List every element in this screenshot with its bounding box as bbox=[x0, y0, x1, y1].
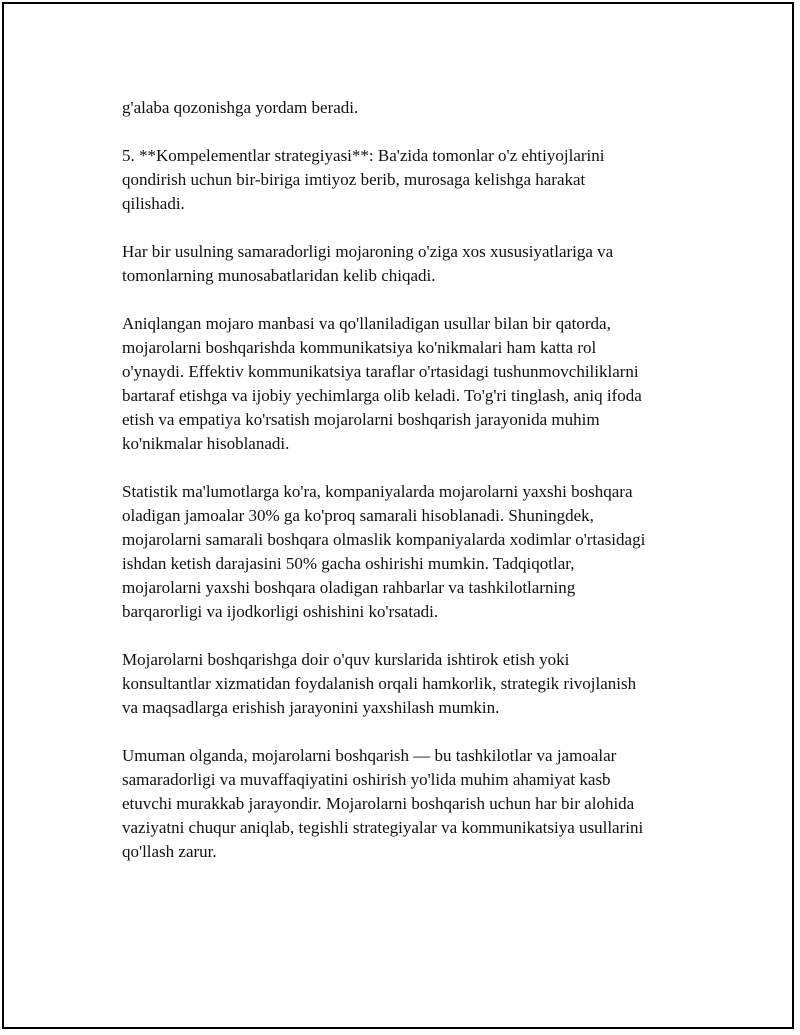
paragraph-4: Aniqlangan mojaro manbasi va qo'llaniladigan usullar bilan bir qatorda, mojarolarni boshqarishda kommunikatsiya ko'nikmalari ham katta rol o'ynaydi. Effektiv kommunikatsiya taraflar o'rtasidagi tushunmovchiliklarni bartaraf etishga va ijobiy yechimlarga olib keladi. To'g'ri tinglash, aniq ifoda etish va empatiya ko'rsatish mojarolarni boshqarish jarayonida muhim ko'nikmalar hisoblanadi. bbox=[122, 314, 642, 453]
paragraph-6: Mojarolarni boshqarishga doir o'quv kurslarida ishtirok etish yoki konsultantlar xizmatidan foydalanish orqali hamkorlik, strategik rivojlanish va maqsadlarga erishish jarayonini yaxshilash mumkin. bbox=[122, 650, 637, 717]
paragraph-7: Umuman olganda, mojarolarni boshqarish — bu tashkilotlar va jamoalar samaradorligi va muvaffaqiyatini oshirish yo'lida muhim ahamiyat kasb etuvchi murakkab jarayondir. Mojarolarni boshqarish uchun har bir alohida vaziyatni chuqur aniqlab, tegishli strategiyalar va kommunikatsiya usullarini qo'llash zarur. bbox=[122, 746, 644, 861]
paragraph-3: Har bir usulning samaradorligi mojaroning o'ziga xos xususiyatlariga va tomonlarning munosabatlaridan kelib chiqadi. bbox=[122, 242, 614, 285]
document-body bbox=[122, 96, 692, 888]
document-page bbox=[2, 2, 794, 1029]
paragraph-5: Statistik ma'lumotlarga ko'ra, kompaniyalarda mojarolarni yaxshi boshqara oladigan jamoalar 30% ga ko'proq samarali hisoblanadi. Shuningdek, mojarolarni samarali boshqara olmaslik kompaniyalarda xodimlar o'rtasidagi ishdan ketish darajasini 50% gacha oshirishi mumkin. Tadqiqotlar, mojarolarni yaxshi boshqara oladigan rahbarlar va tashkilotlarning barqarorligi va ijodkorligi oshishini ko'rsatadi. bbox=[122, 482, 646, 621]
paragraph-2: 5. **Kompelementlar strategiyasi**: Ba'zida tomonlar o'z ehtiyojlarini qondirish uchun bir-biriga imtiyoz berib, murosaga kelishga harakat qilishadi. bbox=[122, 146, 605, 213]
paragraph-1: g'alaba qozonishga yordam beradi. bbox=[122, 98, 359, 117]
